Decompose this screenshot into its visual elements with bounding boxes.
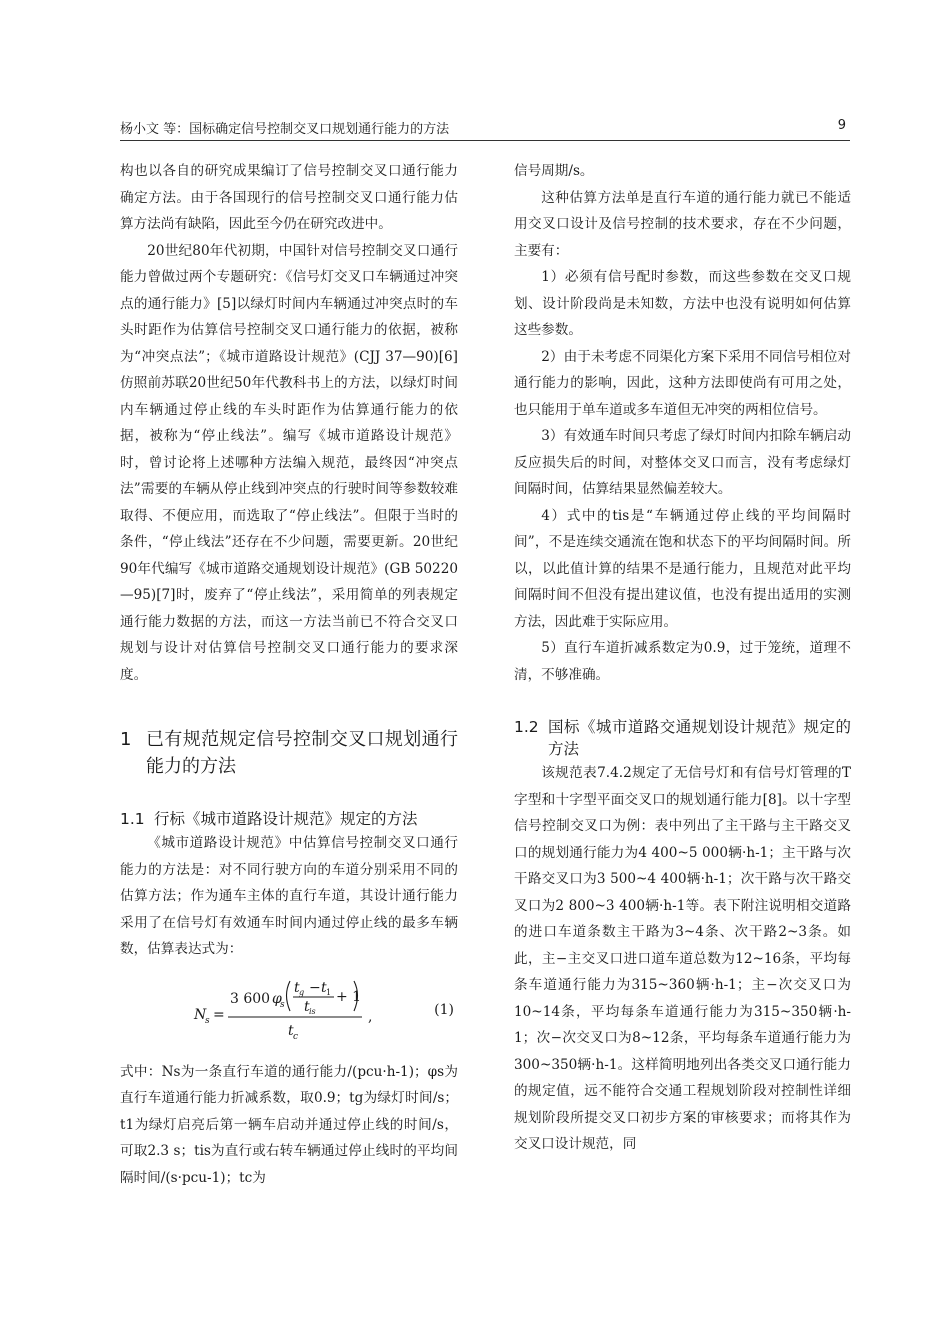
- eq-t1: t: [321, 979, 327, 996]
- eq-comma: ,: [368, 1008, 373, 1025]
- paragraph: 1）必须有信号配时参数，而这些参数在交叉口规划、设计阶段尚是未知数，方法中也没有说明如何估算这些参数。: [514, 269, 851, 338]
- paragraph: 该规范表7.4.2规定了无信号灯和有信号灯管理的T字型和十字型平面交叉口的规划通行能力[8]。以十字型信号控制交叉口为例：表中列出了主干路与主干路交叉口的规划通行能力为4 400~5 000辆·h-1；主干路与次干路交叉口为3 500~4 400辆·h-1；次干路与次干路交叉口为2 800~3 400辆·h-1等。表下附注说明相交道路的进口车道条数主干路为3~4条、次干路2~3条。如此，主−主交叉口进口道车道总数为12~16条，平均每条车道通行能力为315~360辆·h-1；主−次交叉口为10~14条，平均每条车道通行能力为315~350辆·h-1；次−次交叉口为8~12条，平均每条车道通行能力为300~350辆·h-1。这样简明地列出各类交叉口通行能力的规定值，远不能符合交通工程规划阶段对控制性详细规划阶段所提交叉口初步方案的审核要求；而将其作为交叉口设计规范，同: [514, 765, 851, 1152]
- eq-equals: =: [213, 1006, 225, 1023]
- eq-tg: t: [294, 979, 300, 996]
- section-heading-1-1: [120, 808, 458, 830]
- eq-plus-one: + 1: [336, 988, 362, 1005]
- paragraph: 《城市道路设计规范》中估算信号控制交叉口通行能力的方法是：对不同行驶方向的车道分别采用不同的估算方法；作为通车主体的直行车道，其设计通行能力采用了在信号灯有效通车时间内通过停止线的最多车辆数，估算表达式为：: [120, 835, 458, 957]
- left-column: [120, 158, 458, 1191]
- running-title: 杨小文 等：国标确定信号控制交叉口规划通行能力的方法: [120, 122, 450, 137]
- paragraph: 2）由于未考虑不同渠化方案下采用不同信号相位对通行能力的影响，因此，这种方法即使尚有可用之处，也只能用于单车道或多车道但无冲突的两相位信号。: [514, 348, 851, 418]
- paragraph: 式中：Ns为一条直行车道的通行能力/(pcu·h-1)；φs为直行车道通行能力折减系数，取0.9；tg为绿灯时间/s；t1为绿灯启亮后第一辆车启动并通过停止线的时间/s，可取2.3 s；tis为直行或右转车辆通过停止线时的平均间隔时间/(s·pcu-1)；tc为: [120, 1063, 458, 1186]
- eq-phi-sub: s: [280, 999, 285, 1010]
- eq-lhs-sub: s: [205, 1015, 210, 1026]
- section-heading-1-2: [514, 716, 851, 760]
- section-heading-1: [120, 726, 458, 780]
- eq-t1-sub: 1: [326, 987, 332, 997]
- eq-minus: −: [309, 979, 321, 996]
- eq-tg-sub: g: [299, 987, 305, 997]
- section-title: 行标《城市道路设计规范》规定的方法: [154, 810, 418, 828]
- eq-lhs: N: [194, 1006, 207, 1023]
- eq-tc: t: [288, 1022, 294, 1039]
- paragraph: 4）式中的tis是“车辆通过停止线的平均间隔时间”，不是连续交通流在饱和状态下的平均间隔时间。所以，以此值计算的结果不是通行能力，且规范对此平均间隔时间不但没有提出建议值，也没有提出适用的实测方法，因此难于实际应用。: [514, 507, 851, 630]
- equation-graphic: [120, 967, 458, 1053]
- section-number: 1.1: [120, 810, 145, 828]
- equation-number: (1): [434, 1001, 454, 1018]
- paragraph: 信号周期/s。: [514, 163, 594, 179]
- eq-tis-sub: is: [309, 1006, 316, 1016]
- eq-tis: t: [304, 998, 310, 1015]
- eq-tc-sub: c: [293, 1031, 299, 1042]
- section-number: 1.2: [514, 718, 539, 736]
- running-header: [120, 112, 850, 141]
- paragraph: 20世纪80年代初期，中国针对信号控制交叉口通行能力曾做过两个专题研究：《信号灯交叉口车辆通过冲突点的通行能力》[5]以绿灯时间内车辆通过冲突点时的车头时距作为估算信号控制交叉口通行能力的依据，被称为“冲突点法”；《城市道路设计规范》(CJJ 37—90)[6]仿照前苏联20世纪50年代教科书上的方法，以绿灯时间内车辆通过停止线的车头时距作为估算通行能力的依据，被称为“停止线法”。编写《城市道路设计规范》时，曾讨论将上述哪种方法编入规范，最终因“冲突点法”需要的车辆从停止线到冲突点的行驶时间等参数较难取得、不便应用，而选取了“停止线法”。但限于当时的条件，“停止线法”还存在不少问题，需要更新。20世纪90年代编写《城市道路交通规划设计规范》(GB 50220—95)[7]时，废弃了“停止线法”，采用简单的列表规定通行能力数据的方法，而这一方法当前已不符合交叉口规划与设计对估算信号控制交叉口通行能力的要求深度。: [120, 242, 458, 683]
- right-column: [514, 158, 851, 1158]
- paragraph: 3）有效通车时间只考虑了绿灯时间内扣除车辆启动反应损失后的时间，对整体交叉口而言，没有考虑绿灯间隔时间，估算结果显然偏差较大。: [514, 428, 851, 497]
- equation-1: [120, 967, 458, 1053]
- paragraph: 5）直行车道折减系数定为0.9，过于笼统，道理不清，不够准确。: [514, 640, 851, 683]
- paragraph: 这种估算方法单是直行车道的通行能力就已不能适用交叉口设计及信号控制的技术要求，存在不少问题，主要有：: [514, 189, 851, 259]
- paragraph: 构也以各自的研究成果编订了信号控制交叉口通行能力确定方法。由于各国现行的信号控制交叉口通行能力估算方法尚有缺陷，因此至今仍在研究改进中。: [120, 163, 458, 232]
- section-number: 1: [120, 729, 132, 750]
- section-title: 已有规范规定信号控制交叉口规划通行能力的方法: [146, 729, 458, 777]
- page-number: 9: [837, 118, 846, 133]
- eq-phi: φ: [272, 990, 282, 1007]
- eq-coef: 3 600: [230, 990, 271, 1007]
- section-title: 国标《城市道路交通规划设计规范》规定的方法: [548, 718, 851, 758]
